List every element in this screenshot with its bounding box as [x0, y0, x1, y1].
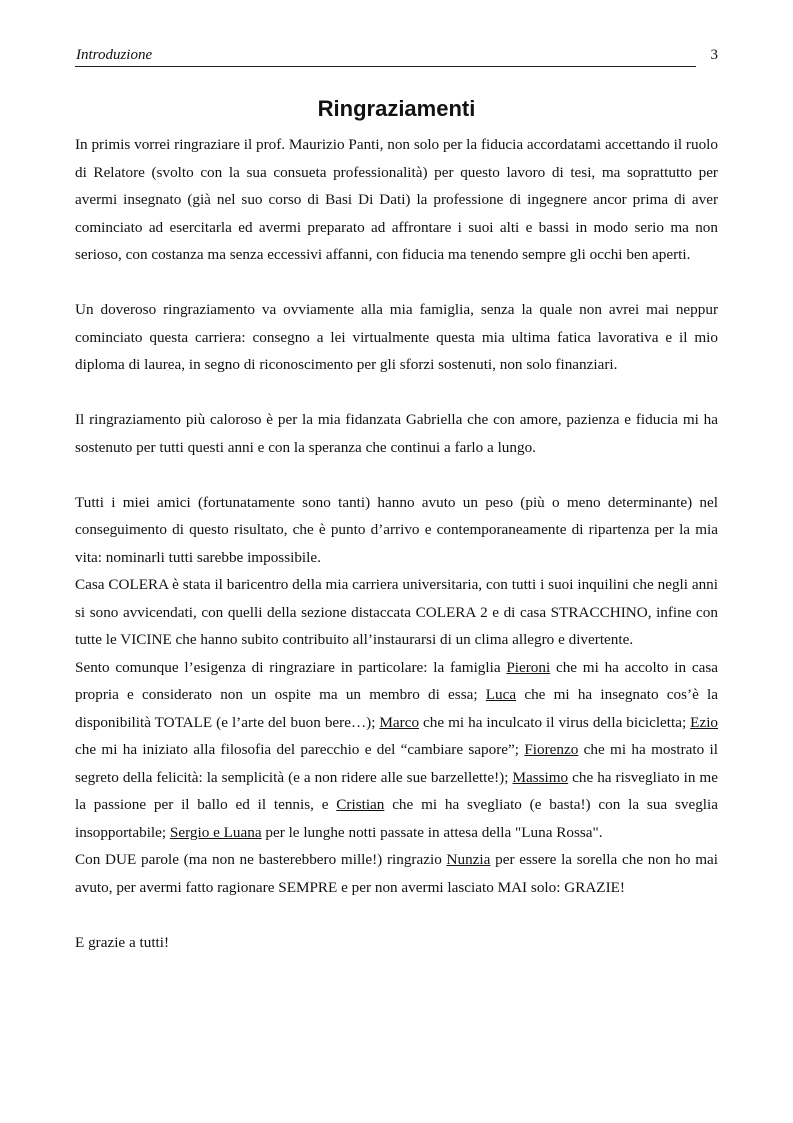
name-marco: Marco	[379, 713, 420, 731]
name-fiorenzo: Fiorenzo	[524, 741, 579, 758]
paragraph-amici: Tutti i miei amici (fortunatamente sono tanti) hanno avuto un peso (più o meno determinante) nel conseguimento di questo risultato, che è punto d’arrivo e contemporaneamente di ripartenza per la mia vita: nominarli tutti sarebbe impossibile.	[75, 493, 718, 566]
page-number: 3	[710, 47, 718, 63]
document-page	[75, 44, 718, 956]
section-heading: Ringraziamenti	[317, 96, 476, 121]
name-sergio-luana: Sergio e Luana	[169, 823, 262, 841]
running-header	[75, 44, 718, 68]
name-pieroni: Pieroni	[506, 658, 551, 676]
paragraph-fidanzata: Il ringraziamento più caloroso è per la mia fidanzata Gabriella che con amore, pazienza e fiducia mi ha sostenuto per tutti questi anni e con la speranza che continui a farlo a lungo.	[75, 411, 718, 456]
header-title: Introduzione	[76, 47, 153, 63]
name-massimo: Massimo	[512, 768, 569, 786]
name-luca: Luca	[485, 686, 517, 703]
header-rule	[75, 66, 696, 67]
paragraph-casa-colera: Casa COLERA è stata il baricentro della mia carriera universitaria, con tutti i suoi inquilini che negli anni si sono avvicendati, con quelli della sezione distaccata COLERA 2 e di casa STRACCHINO, infine con tutte le VICINE che hanno subito contribuito all’instaurarsi di un clima allegro e divertente.	[75, 576, 718, 648]
body-text	[75, 131, 718, 956]
name-nunzia: Nunzia	[446, 851, 491, 868]
name-cristian: Cristian	[336, 796, 385, 813]
paragraph-closing: E grazie a tutti!	[75, 933, 170, 951]
paragraph-ringraziamenti-particolari: Sento comunque l’esigenza di ringraziare in particolare: la famiglia Pieroni che mi ha accolto in casa propria e considerato non un ospite ma un membro di essa; Luca che mi ha insegnato cos’è la disponibilità TOTALE (e l’arte del buon bere…); Marco che mi ha inculcato il virus della bicicletta; Ezio che mi ha iniziato alla filosofia del parecchio e del “cambiare sapore”; Fiorenzo che mi ha mostrato il segreto della felicità: la semplicità (e a non ridere alle sue barzellette!); Massimo che ha risvegliato in me la passione per il ballo ed il tennis, e Cristian che mi ha svegliato (e basta!) con la sua sveglia insopportabile; Sergio e Luana per le lunghe notti passate in attesa della "Luna Rossa".	[75, 658, 719, 841]
paragraph-relatore: In primis vorrei ringraziare il prof. Maurizio Panti, non solo per la fiducia accordatami accettando il ruolo di Relatore (svolto con la sua consueta professionalità) per questo lavoro di tesi, ma soprattutto per avermi insegnato (già nel suo corso di Basi Di Dati) la professione di ingegnere ancor prima di aver cominciato ad esercitarla ed avermi preparato ad affrontare i suoi alti e bassi in modo serio ma non serioso, con costanza ma senza eccessivi affanni, con fiducia ma tenendo sempre gli occhi ben aperti.	[75, 136, 718, 263]
name-ezio: Ezio	[690, 713, 719, 731]
paragraph-sorella: Con DUE parole (ma non ne basterebbero mille!) ringrazio Nunzia per essere la sorella che non ho mai avuto, per avermi fatto ragionare SEMPRE e per non avermi lasciato MAI solo: GRAZIE!	[75, 851, 718, 896]
paragraph-famiglia: Un doveroso ringraziamento va ovviamente alla mia famiglia, senza la quale non avrei mai neppur cominciato questa carriera: consegno a lei virtualmente questa mia ultima fatica lavorativa e il mio diploma di laurea, in segno di riconoscimento per gli sforzi sostenuti, non solo finanziari.	[75, 301, 718, 373]
